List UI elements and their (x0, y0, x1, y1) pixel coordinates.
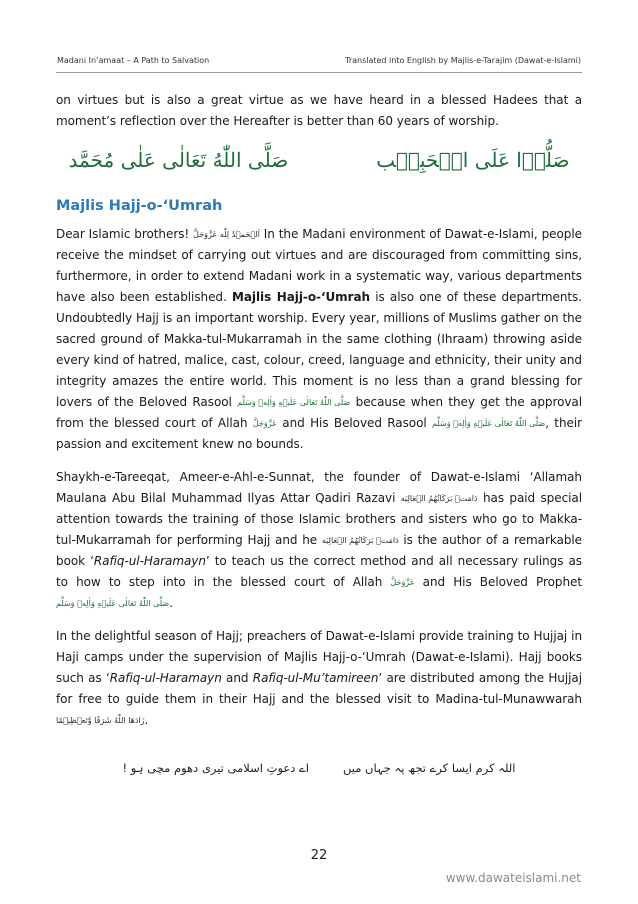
paragraph-hajj-season (56, 626, 582, 731)
bold-department-name: Majlis Hajj-o-‘Umrah (231, 290, 371, 304)
arabic-zadaha: زَادَهَا اللّٰهُ شَرَفًا وَّتَعۡظِيۡمًا (56, 715, 145, 725)
arabic-barakatuhum: دَامَتۡ بَرَكَاتُهُمُ الۡعَالِيَه (321, 535, 399, 545)
text-segment: Shaykh-e-Tareeqat, Ameer-e-Ahl-e-Sunnat, the founder of Dawat-e-Islami ‘Allamah Maulana Abu Bilal Muhammad Ilyas Attar Qadiri Razavi (56, 470, 582, 505)
text-segment: . (169, 596, 173, 610)
arabic-salutation: صَلَّى اللّٰهُ تَعَالٰى عَلَيۡهِ وَاٰلِهٖ وَسَلَّم (237, 397, 351, 407)
arabic-azzawajal: عَزَّوَجَلَّ (390, 577, 415, 587)
page-number: 22 (310, 848, 328, 863)
header-book-title: Madani In’amaat – A Path to Salvation (57, 56, 210, 65)
text-segment: ’ are distributed among the Hujjaj for free to guide them in their Hajj and the blessed visit to Madina-tul-Munawwarah (56, 671, 583, 706)
text-segment: and (226, 671, 249, 685)
text-segment: Dear Islamic brothers! (56, 227, 190, 241)
urdu-second-hemistich: اے دعوتِ اسلامی تیری دھوم مچی ہو ! (122, 761, 309, 775)
durood-first: صَلُّوۡا عَلَى الۡحَبِيۡب (376, 148, 570, 172)
text-segment: In the Madani environment of Dawat-e-Islami, people receive the mindset of carrying out virtues and are discouraged from committing sins, furthermore, in order to extend Madani work in a systematic way, various departments have also been established. (56, 227, 582, 304)
durood-line (56, 148, 582, 172)
paragraph-ameer (56, 467, 582, 614)
italic-book-title: Rafiq-ul-Haramayn (109, 671, 222, 685)
urdu-couplet (56, 761, 582, 775)
text-segment: In the delightful season of Hajj; preachers of Dawat-e-Islami provide training to Hujjaj in Haji camps under the supervision of Majlis Hajj-o-‘Umrah (Dawat-e-Islami). Hajj books such as ‘ (56, 629, 582, 685)
arabic-hamd: اَلۡحَمۡدُ لِلّٰه عَزَّوَجَلَّ (193, 229, 260, 239)
text-segment: is the author of a remarkable book ‘ (56, 533, 583, 568)
header-translator-credit: Translated into English by Majlis-e-Tarajim (Dawat-e-Islami) (345, 56, 581, 65)
arabic-barakatuhum: دَامَتۡ بَرَكَاتُهُمُ الۡعَالِيَه (400, 493, 478, 503)
arabic-salutation: صَلَّى اللّٰهُ تَعَالٰى عَلَيۡهِ وَاٰلِهٖ وَسَلَّم (432, 418, 546, 428)
text-segment: and His Beloved Prophet (422, 575, 582, 589)
text-segment: . (144, 713, 149, 727)
text-segment: is also one of these departments. Undoubtedly Hajj is an important worship. Every year, millions of Muslims gather on the sacred ground of Makka-tul-Mukarramah in the same clothing (Ihraam) throwing aside every kind of hatred, malice, cast, colour, creed, language and ethnicity, their unity and integrity amazes the entire world. This moment is no less than a grand blessing for lovers of the Beloved Rasool (56, 290, 582, 409)
text-segment: , their passion and excitement knew no bounds. (56, 416, 583, 451)
text-segment: ’ to teach us the correct method and all necessary rulings as to how to step into in the blessed court of Allah (56, 554, 582, 589)
intro-paragraph: on virtues but is also a great virtue as we have heard in a blessed Hadees that a moment’s reflection over the Hereafter is better than 60 years of worship. (56, 93, 582, 128)
text-segment: because when they get the approval from the blessed court of Allah (56, 395, 583, 430)
text-segment: has paid special attention towards the training of those Islamic brothers and sisters who go to Makka-tul-Mukarramah for performing Hajj and he (56, 491, 583, 547)
italic-book-title: Rafiq-ul-Mu’tamireen (252, 671, 379, 685)
running-header (57, 56, 581, 70)
italic-book-title: Rafiq-ul-Haramayn (93, 554, 206, 568)
arabic-azzawajal: عَزَّوَجَلَّ (252, 418, 277, 428)
header-divider (56, 72, 582, 73)
section-heading: Majlis Hajj-o-‘Umrah (56, 198, 223, 214)
durood-second: صَلَّى اللّٰهُ تَعَالٰى عَلٰى مُحَمَّد (68, 148, 289, 172)
urdu-first-hemistich: اللہ کرم ایسا کرے تجھ پہ جہاں میں (342, 761, 516, 775)
page-body (56, 90, 582, 775)
arabic-salutation: صَلَّى اللّٰهُ تَعَالٰى عَلَيۡهِ وَاٰلِهٖ وَسَلَّم (56, 598, 170, 608)
text-segment: and His Beloved Rasool (282, 416, 427, 430)
website-url: www.dawateislami.net (445, 871, 581, 885)
paragraph-majlis-intro (56, 224, 582, 455)
